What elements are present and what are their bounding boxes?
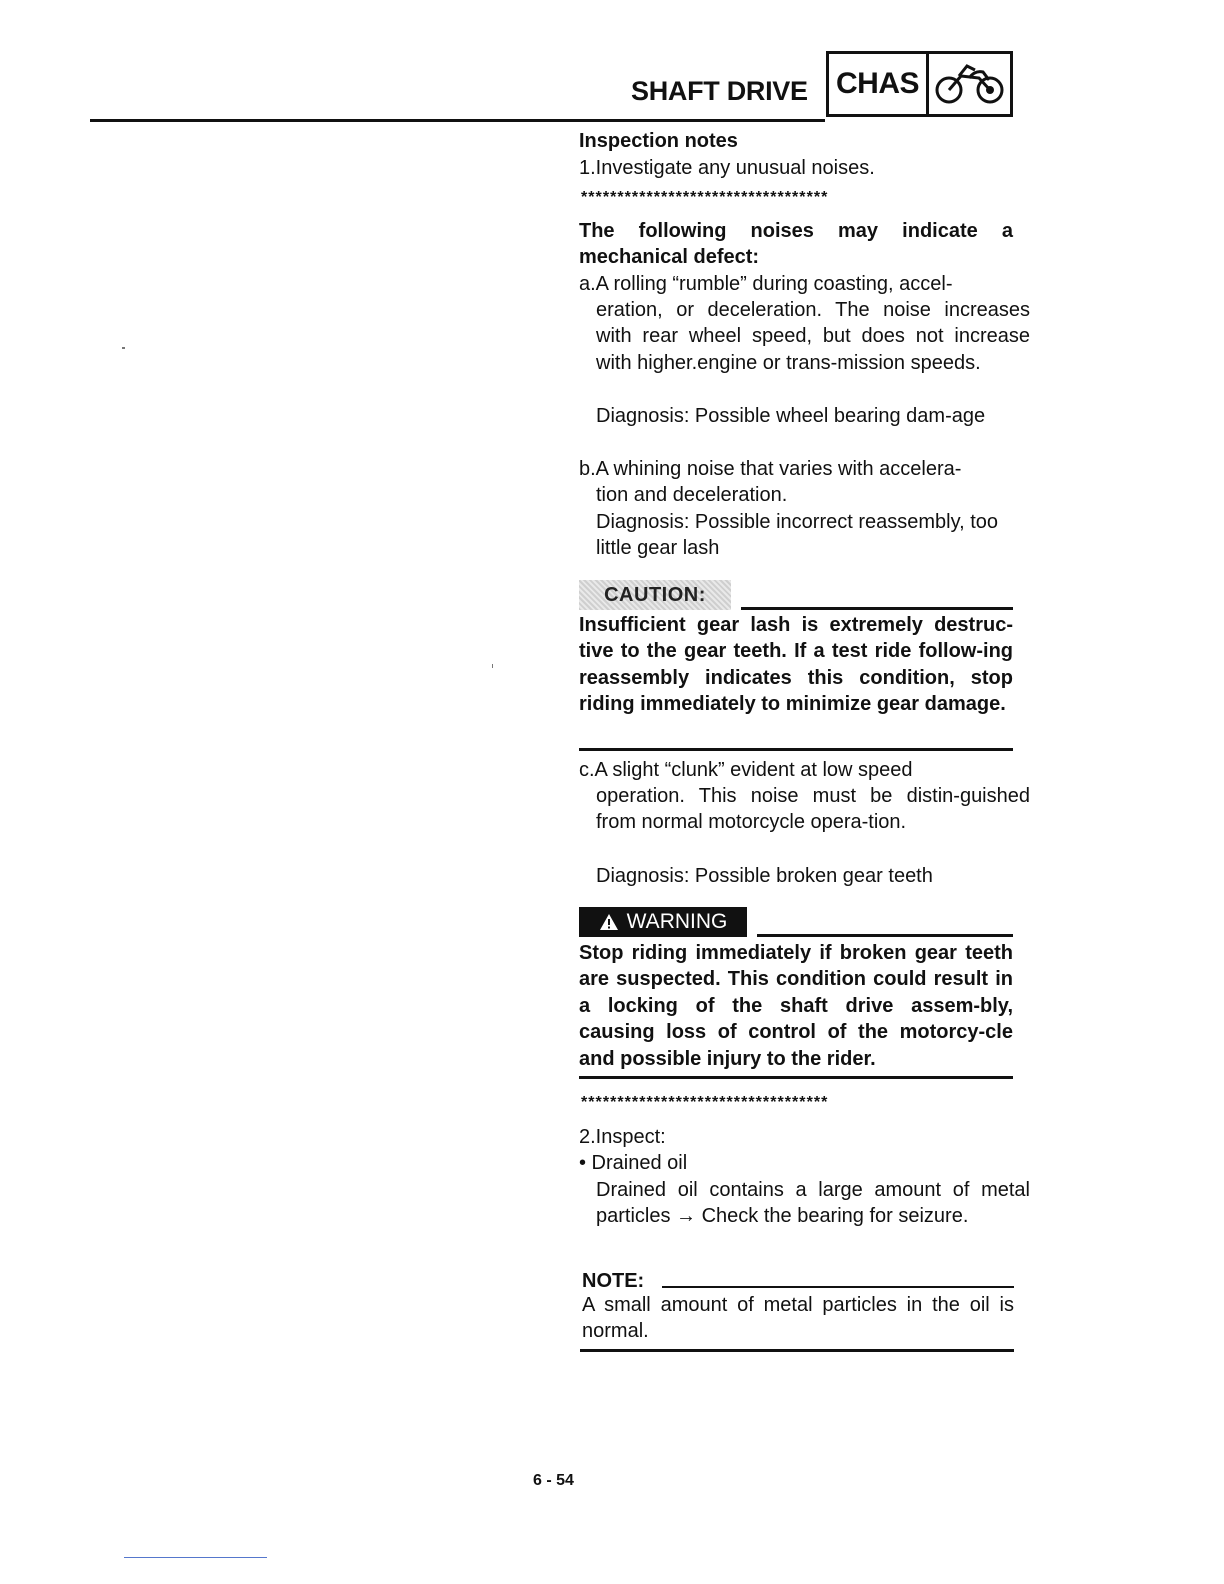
chapter-code: CHAS — [829, 54, 929, 114]
warning-text: Stop riding immediately if broken gear teeth are suspected. This condition could result in a locking of the shaft drive assem-bly, causing loss of control of the motorcy-cle and possible injury to the rider. — [579, 942, 1013, 1070]
caution-header — [579, 580, 1013, 610]
warning-rule — [757, 934, 1013, 937]
caution-rule — [741, 607, 1013, 610]
item-b-diagnosis: Diagnosis: Possible incorrect reassembly, too little gear lash — [596, 511, 999, 560]
item-b-description: tion and deceleration. — [596, 484, 788, 506]
item-a-description: eration, or deceleration. The noise increases with rear wheel speed, but does not increase with higher.engine or trans-mission speeds. — [596, 299, 1030, 374]
scan-speck — [122, 347, 125, 349]
caution-text: Insufficient gear lash is extremely destruc-tive to the gear teeth. If a test ride follow-ing reassembly indicates this condition, stop riding immediately to minimize gear damage. — [579, 614, 1013, 716]
chapter-badge — [826, 51, 1013, 117]
warning-triangle-icon — [599, 913, 619, 931]
item-a-diagnosis: Diagnosis: Possible wheel bearing dam-age — [596, 405, 986, 427]
step-2: 2.Inspect: — [579, 1126, 666, 1148]
warning-header — [579, 907, 1013, 937]
item-c-lead: c.A slight “clunk” evident at low speed — [579, 759, 913, 781]
item-c-description: operation. This noise must be distin-guished from normal motorcycle opera-tion. — [596, 785, 1030, 834]
warning-end-rule — [579, 1076, 1013, 1079]
scan-speck — [492, 664, 493, 668]
warning-badge — [579, 907, 747, 937]
page-number: 6 - 54 — [533, 1472, 574, 1489]
warning-label: WARNING — [626, 910, 728, 933]
caution-label: CAUTION: — [579, 580, 731, 610]
note-end-rule — [580, 1349, 1014, 1352]
caution-end-rule — [579, 748, 1013, 751]
note-text: A small amount of metal particles in the oil is normal. — [582, 1294, 1014, 1343]
noises-intro: The following noises may indicate a mechanical defect: — [579, 220, 1013, 269]
inspection-heading: Inspection notes — [579, 130, 738, 152]
step-1: 1.Investigate any unusual noises. — [579, 157, 875, 179]
edge-line — [124, 1557, 267, 1558]
stars-divider-bottom: ********************************** — [581, 1094, 829, 1111]
motorcycle-icon — [929, 54, 1010, 114]
drained-oil-detail: Drained oil contains a large amount of metal particles → Check the bearing for seizure. — [596, 1179, 1030, 1228]
item-a-lead: a.A rolling “rumble” during coasting, accel- — [579, 273, 953, 295]
stars-divider-top: ********************************** — [581, 189, 829, 206]
header-rule — [90, 119, 825, 122]
note-label: NOTE: — [582, 1270, 645, 1292]
item-c-diagnosis: Diagnosis: Possible broken gear teeth — [596, 865, 933, 887]
item-b-lead: b.A whining noise that varies with accelera- — [579, 458, 962, 480]
bullet-drained-oil: • Drained oil — [579, 1152, 688, 1174]
section-title: SHAFT DRIVE — [631, 76, 808, 106]
note-rule — [662, 1286, 1014, 1288]
